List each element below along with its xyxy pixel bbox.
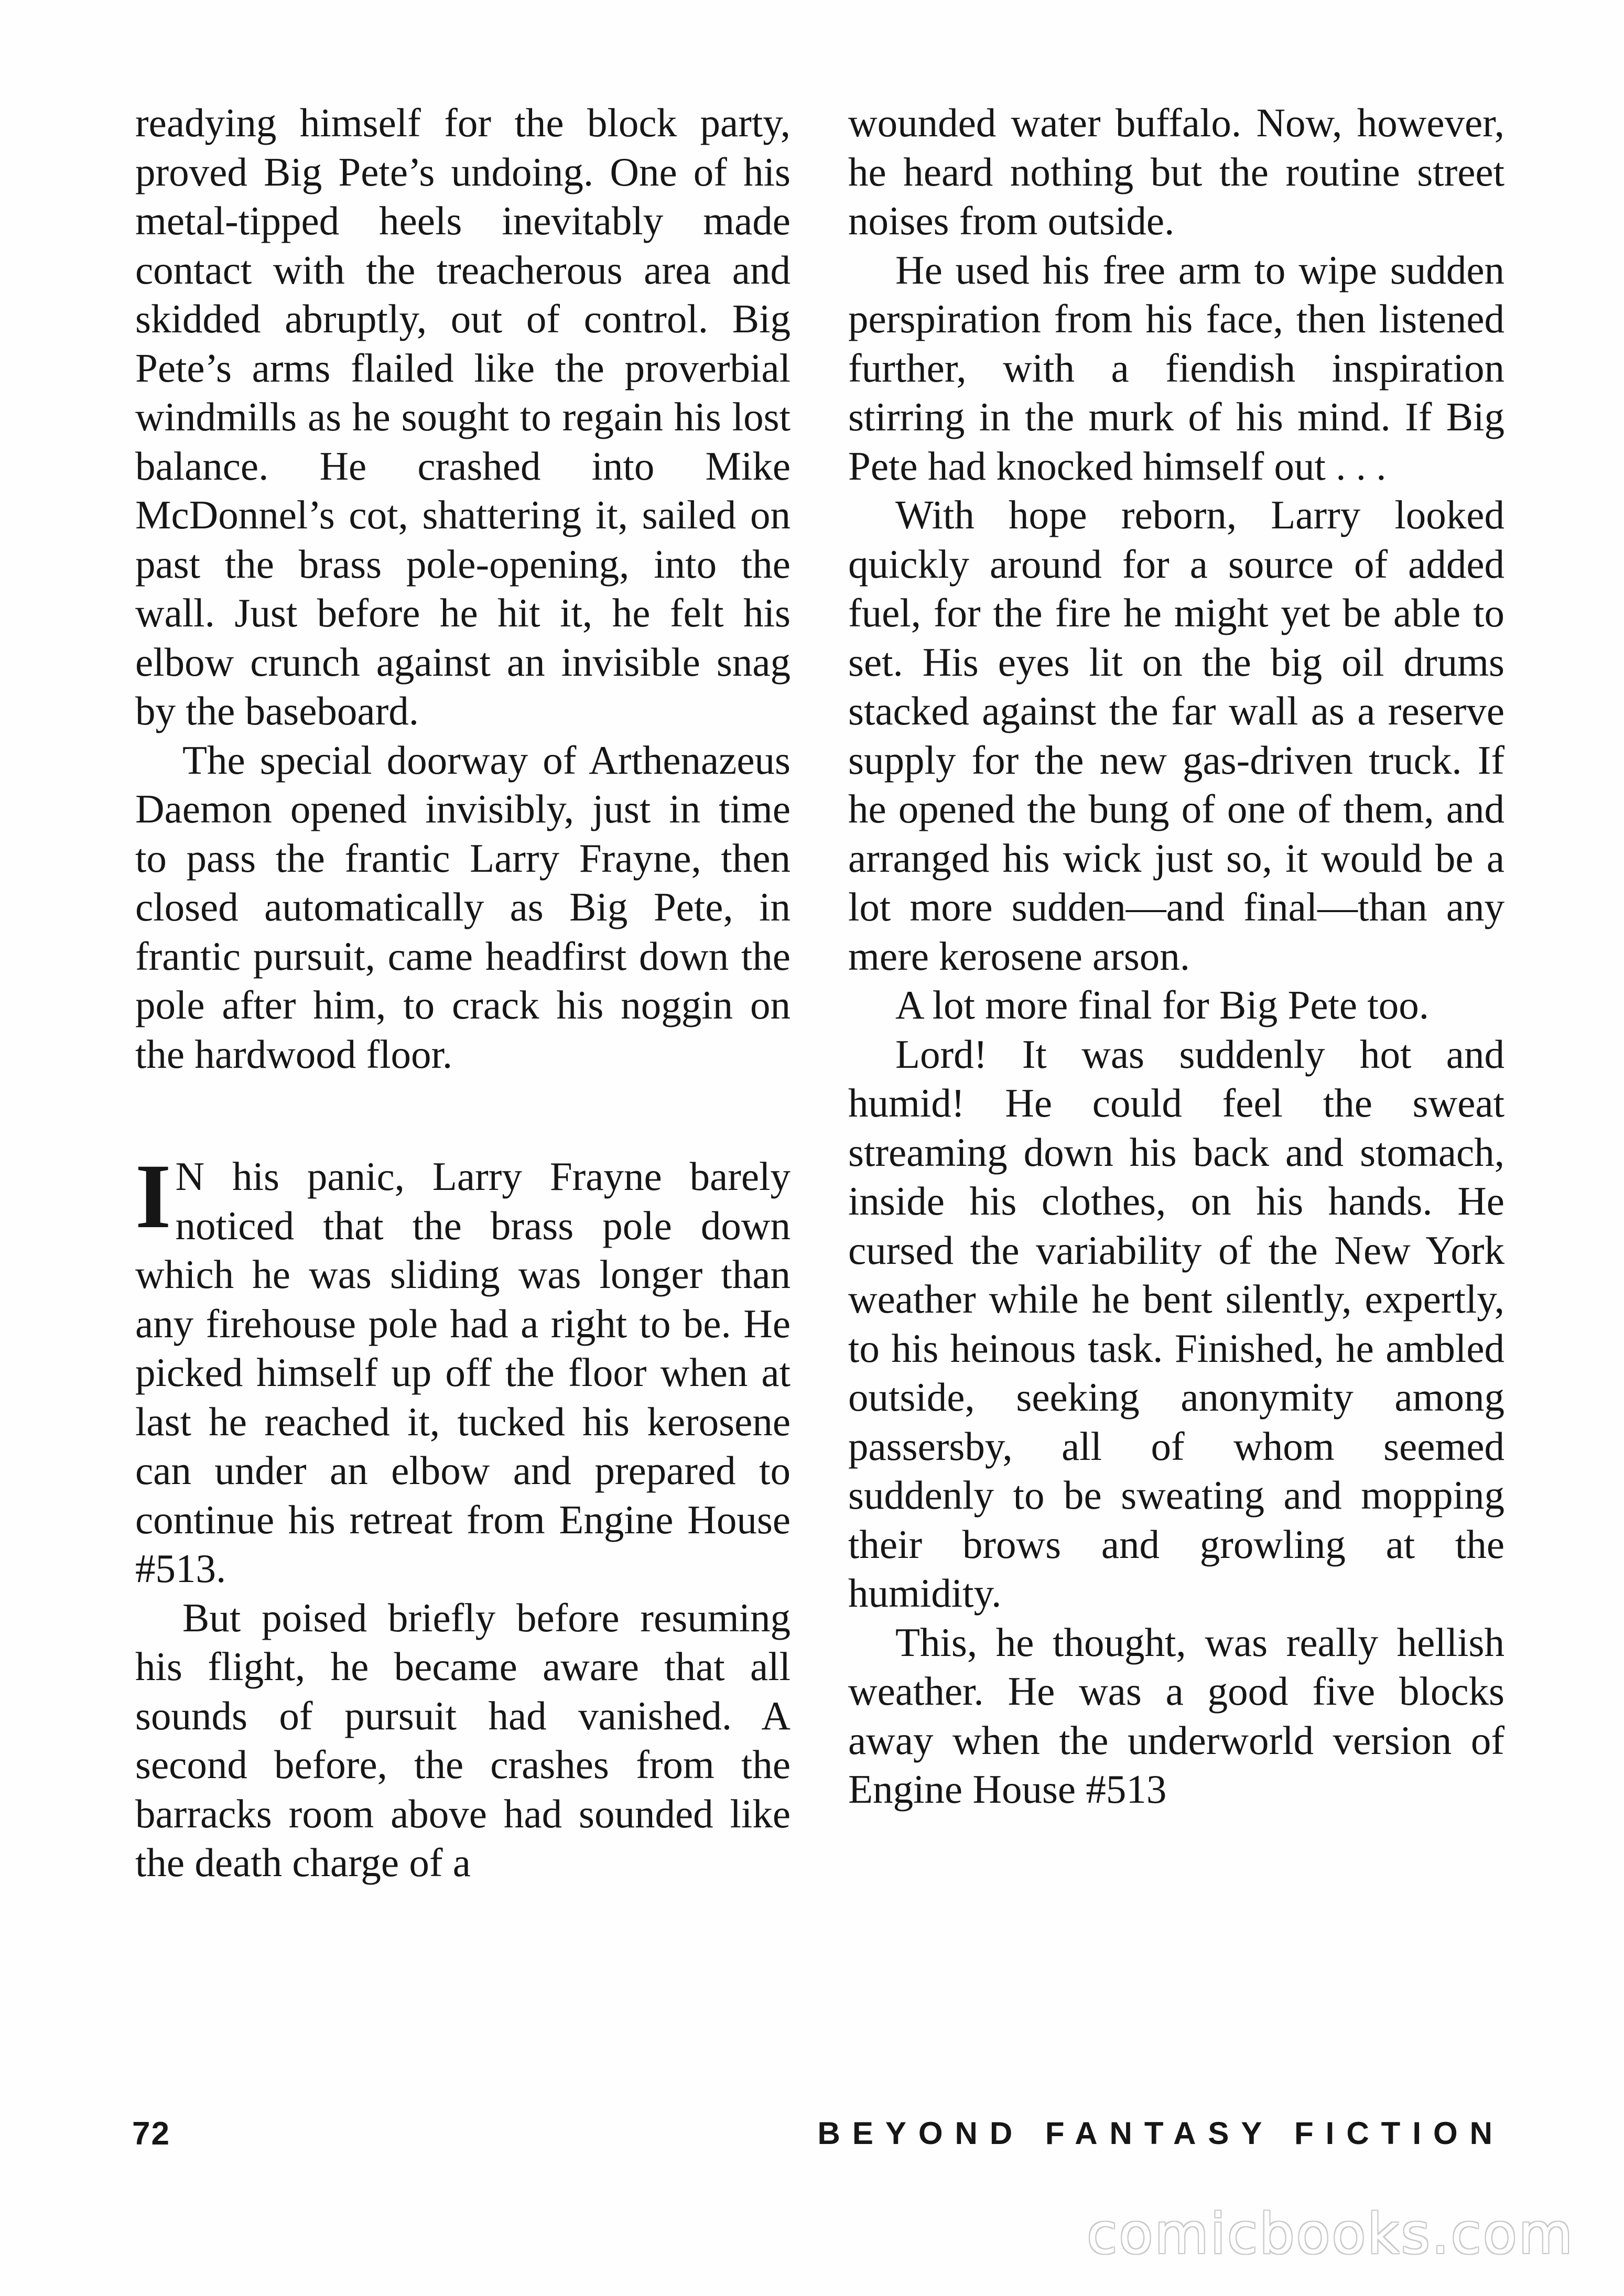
paragraph: But poised briefly before resuming his flight, he became aware that all sounds of pursuit had vanished. A second before, the crashes from the barracks room above had sounded like the death charge of a [135,1595,791,1885]
paragraph: This, he thought, was really hellish weather. He was a good five blocks away when the underworld version of Engine House #513 [848,1619,1504,1812]
paragraph: The special doorway of Arthenazeus Daemon opened invisibly, just in time to pass the frantic Larry Frayne, then closed automatically as Big Pete, in frantic pursuit, came headfirst down the pole after him, to crack his noggin on the hardwood floor. [135,737,791,1077]
drop-cap-letter: I [135,1145,171,1248]
paragraph-with-drop-cap [135,1145,791,1594]
paragraph: wounded water buffalo. Now, however, he heard nothing but the routine street noises from outside. [848,100,1504,243]
text-column-right [848,99,1504,1814]
paragraph: With hope reborn, Larry looked quickly around for a source of added fuel, for the fire he might yet be able to set. His eyes lit on the big oil drums stacked against the far wall as a reserve supply for the new gas-driven truck. If he opened the bung of one of them, and arranged his wick just so, it would be a lot more sudden—and final—than any mere kerosene arson. [848,492,1504,979]
paragraph-text: N his panic, Larry Frayne barely noticed that the brass pole down which he was sliding was longer than any firehouse pole had a right to be. He picked himself up off the floor when at last he reached it, tucked his kerosene can under an elbow and prepared to continue his retreat from Engine House #513. [135,1154,791,1591]
text-column-left [135,99,791,1888]
paragraph: A lot more final for Big Pete too. [895,982,1429,1027]
running-footer-title: BEYOND FANTASY FICTION [817,2116,1504,2151]
section-break [135,1079,791,1152]
page-number: 72 [132,2116,170,2152]
paragraph: Lord! It was suddenly hot and humid! He could feel the sweat streaming down his back and stomach, inside his clothes, on his hands. He cursed the variability of the New York weather while he bent silently, expertly, to his heinous task. Finished, he ambled outside, seeking anonymity among passersby, all of whom seemed suddenly to be sweating and mopping their brows and growling at the humidity. [848,1031,1504,1616]
watermark: comicbooks.com [1087,2202,1574,2266]
paragraph: He used his free arm to wipe sudden perspiration from his face, then listened further, with a fiendish inspiration stirring in the murk of his mind. If Big Pete had knocked himself out . . . [848,247,1504,489]
paragraph: readying himself for the block party, proved Big Pete’s undoing. One of his metal-tipped heels inevitably made contact with the treacherous area and skidded abruptly, out of control. Big Pete’s arms flailed like the proverbial windmills as he sought to regain his lost balance. He crashed into Mike McDonnel’s cot, shattering it, sailed on past the brass pole-opening, into the wall. Just before he hit it, he felt his elbow crunch against an invisible snag by the baseboard. [135,100,791,733]
